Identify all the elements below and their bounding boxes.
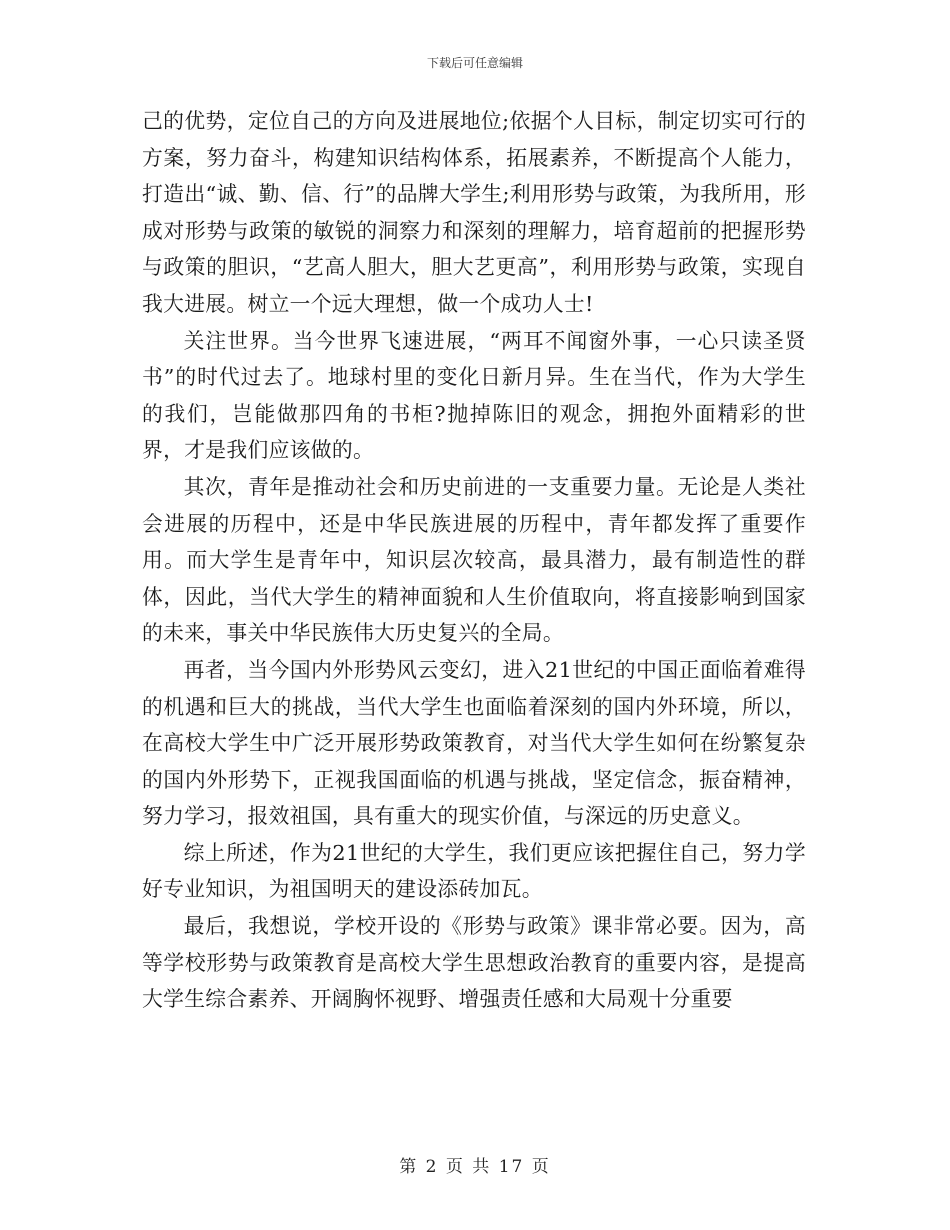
paragraph-1: 己的优势，定位自己的方向及进展地位;依据个人目标，制定切实可行的方案，努力奋斗，构建知识结构体系，拓展素养，不断提高个人能力，打造出“诚、勤、信、行”的品牌大学生;利用形势与政策，为我所用，形成对形势与政策的敏锐的洞察力和深刻的理解力，培育超前的把握形势与政策的胆识，“艺高人胆大，胆大艺更高”，利用形势与政策，实现自我大进展。树立一个远大理想，做一个成功人士! <box>142 109 806 316</box>
paragraph-4: 再者，当今国内外形势风云变幻，进入21世纪的中国正面临着难得的机遇和巨大的挑战，当代大学生也面临着深刻的国内外环境，所以，在高校大学生中广泛开展形势政策教育，对当代大学生如何在纷繁复杂的国内外形势下，正视我国面临的机遇与挑战，坚定信念，振奋精神，努力学习，报效祖国，具有重大的现实价值，与深远的历史意义。 <box>142 657 806 829</box>
paragraph-2: 关注世界。当今世界飞速进展，“两耳不闻窗外事，一心只读圣贤书”的时代过去了。地球村里的变化日新月异。生在当代，作为大学生的我们，岂能做那四角的书柜?抛掉陈旧的观念，拥抱外面精彩的世界，才是我们应该做的。 <box>142 328 806 463</box>
paragraph-5: 综上所述，作为21世纪的大学生，我们更应该把握住自己，努力学好专业知识，为祖国明天的建设添砖加瓦。 <box>142 840 806 902</box>
page-header: 下载后可任意编辑 <box>426 56 523 70</box>
paragraph-6: 最后，我想说，学校开设的《形势与政策》课非常必要。因为，高等学校形势与政策教育是高校大学生思想政治教育的重要内容，是提高大学生综合素养、开阔胸怀视野、增强责任感和大局观十分重要 <box>142 914 806 1012</box>
document-body <box>142 103 806 1018</box>
page-footer: 第 2 页 共 17 页 <box>399 1157 551 1177</box>
paragraph-3: 其次，青年是推动社会和历史前进的一支重要力量。无论是人类社会进展的历程中，还是中华民族进展的历程中，青年都发挥了重要作用。而大学生是青年中，知识层次较高，最具潜力，最有制造性的群体，因此，当代大学生的精神面貌和人生价值取向，将直接影响到国家的未来，事关中华民族伟大历史复兴的全局。 <box>142 474 806 646</box>
